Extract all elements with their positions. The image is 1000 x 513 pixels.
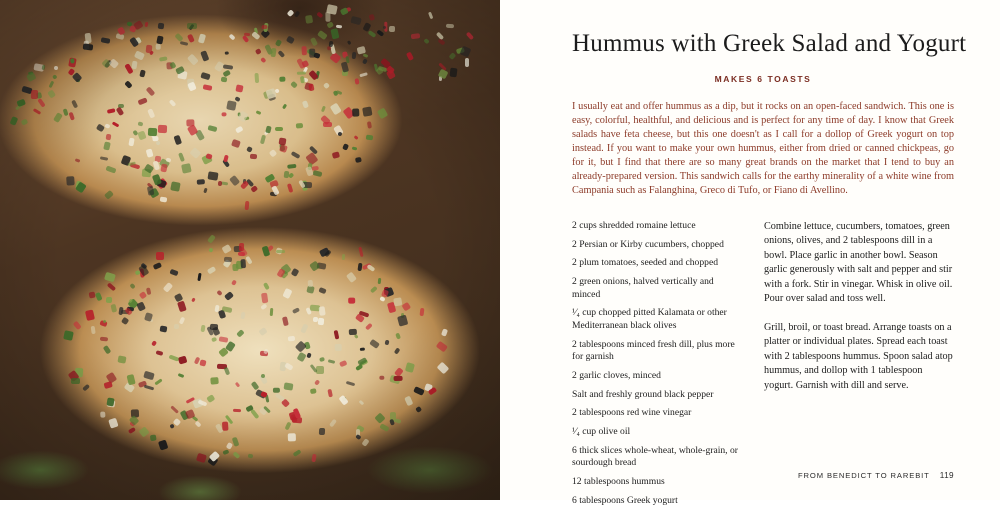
recipe-body [572,220,954,513]
recipe-headnote: I usually eat and offer hummus as a dip, but it rocks on an open-faced sandwich. This one is easy, colorful, healthful, and delicious and is perfect for any time of day. I know that Greek salads have feta cheese, but this one doesn't as I call for a dollop of Greek yogurt on top instead. If you want to make your own hummus, either from dried or canned chickpeas, go for it, but I find that there are so many great brands on the market that I tend to buy an already-prepared version. This sandwich calls for the earthy minerality of a white wine from Campania such as Falanghina, Greco di Tufo, or Fiano di Avellino. [572,101,954,196]
method-step: Grill, broil, or toast bread. Arrange toasts on a platter or individual plates. Spread each toast with 2 tablespoons hummus. Spoon salad atop hummus, and dollop with 1 tablespoon yogurt. Garnish with dill and serve. [764,321,953,391]
running-head: FROM BENEDICT TO RAREBIT [798,471,930,480]
photo-vignette [0,0,500,500]
method-steps [764,220,954,407]
list-item: 6 tablespoons Greek yogurt [572,494,678,506]
list-item: ¹⁄₄ cup chopped pitted Kalamata or other Mediterranean black olives [572,307,727,331]
ingredient-list [572,220,742,513]
method-step: Combine lettuce, cucumbers, tomatoes, green onions, olives, and 2 tablespoons dill in a bowl. Place garlic in another bowl. Season garlic generously with salt and pepper and stir with a fork. Stir in vinegar. Whisk in olive oil. Pour over salad and toss well. [764,221,953,305]
list-item: 2 garlic cloves, minced [572,369,661,381]
list-item: 2 green onions, halved vertically and minced [572,275,714,300]
list-item: 2 Persian or Kirby cucumbers, chopped [572,238,724,250]
recipe-photo-page [0,0,500,500]
page-number: 119 [939,471,954,480]
page-title: Hummus with Greek Salad and Yogurt [572,30,967,57]
list-item: 2 plum tomatoes, seeded and chopped [572,257,719,269]
list-item: ¹⁄₄ cup olive oil [572,425,631,437]
list-item: 12 tablespoons hummus [572,475,665,487]
list-item: 2 cups shredded romaine lettuce [572,220,696,231]
recipe-yield: MAKES 6 TOASTS [714,74,812,84]
list-item: Salt and freshly ground black pepper [572,388,714,400]
recipe-text-page [500,0,1000,506]
page-footer [798,471,954,480]
list-item: 2 tablespoons red wine vinegar [572,407,692,419]
list-item: 6 thick slices whole-wheat, whole-grain, or sourdough bread [572,444,738,469]
list-item: 2 tablespoons minced fresh dill, plus more for garnish [572,338,735,363]
